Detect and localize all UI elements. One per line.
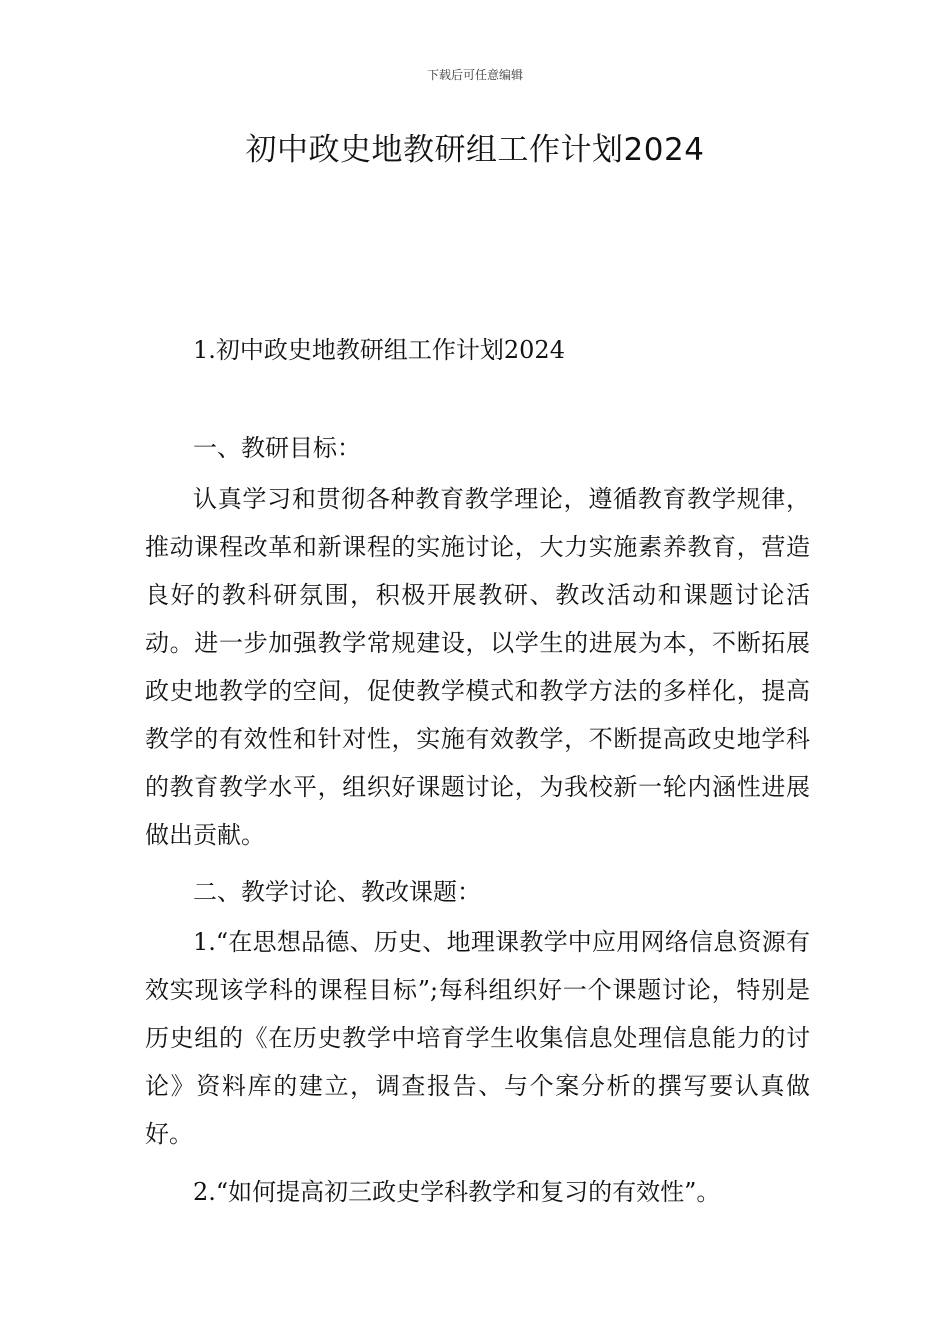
section-heading-research-goals: 一、教研目标： [193, 434, 361, 462]
section-heading-research-topics: 二、教学讨论、教改课题： [193, 878, 481, 906]
topic-item-2: 2.“如何提高初三政史学科教学和复习的有效性”。 [193, 1178, 721, 1206]
page-header-note: 下载后可任意编辑 [426, 68, 523, 82]
topic-item-1: 1.“在思想品德、历史、地理课教学中应用网络信息资源有效实现该学科的课程目标”;每科组织好一个课题讨论，特别是历史组的《在历史教学中培育学生收集信息处理信息能力的讨论》资料库的建立，调查报告、与个案分析的撰写要认真做好。 [145, 928, 810, 1148]
research-goals-paragraph: 认真学习和贯彻各种教育教学理论，遵循教育教学规律，推动课程改革和新课程的实施讨论，大力实施素养教育，营造良好的教科研氛围，积极开展教研、教改活动和课题讨论活动。进一步加强教学常规建设，以学生的进展为本，不断拓展政史地教学的空间，促使教学模式和教学方法的多样化，提高教学的有效性和针对性，实施有效教学，不断提高政史地学科的教育教学水平，组织好课题讨论，为我校新一轮内涵性进展做出贡献。 [145, 485, 810, 849]
document-title: 初中政史地教研组工作计划2024 [245, 132, 705, 168]
document-subtitle: 1.初中政史地教研组工作计划2024 [193, 336, 565, 364]
